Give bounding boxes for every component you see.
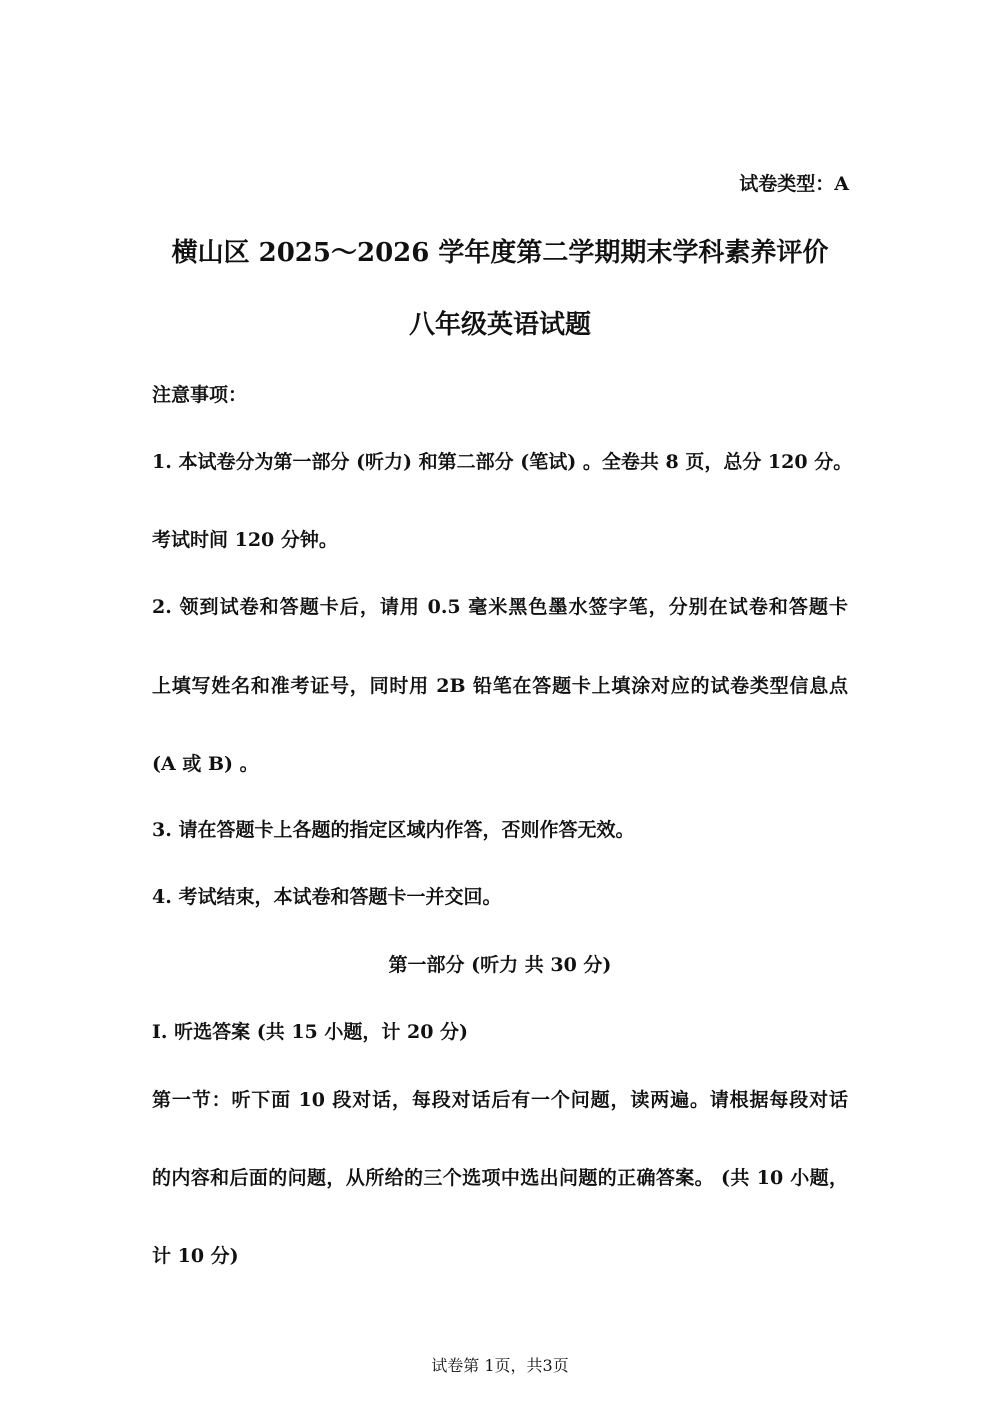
notice-item-2-line-1: 2. 领到试卷和答题卡后，请用 0.5 毫米黑色墨水签字笔，分别在试卷和答题卡	[152, 596, 848, 618]
part1-instructions-line-1: 第一节：听下面 10 段对话，每段对话后有一个问题，读两遍。请根据每段对话	[152, 1089, 848, 1111]
notice-item-1-line-1: 1. 本试卷分为第一部分 (听力) 和第二部分 (笔试) 。全卷共 8 页，总分 120 分。	[152, 451, 853, 473]
exam-title: 横山区 2025～2026 学年度第二学期期末学科素养评价	[171, 238, 829, 268]
notice-heading: 注意事项：	[152, 384, 248, 406]
notice-item-3: 3. 请在答题卡上各题的指定区域内作答，否则作答无效。	[152, 819, 635, 841]
page-footer: 试卷第 1页，共3页	[431, 1356, 569, 1375]
notice-item-2-line-3: (A 或 B) 。	[152, 753, 259, 775]
notice-item-1-line-2: 考试时间 120 分钟。	[152, 529, 338, 551]
notice-item-4: 4. 考试结束，本试卷和答题卡一并交回。	[152, 886, 502, 908]
paper-type-label: 试卷类型：A	[739, 173, 849, 195]
part1-section-heading: Ⅰ. 听选答案 (共 15 小题，计 20 分)	[152, 1021, 469, 1043]
part1-title: 第一部分 (听力 共 30 分)	[388, 954, 612, 976]
notice-item-2-line-2: 上填写姓名和准考证号，同时用 2B 铅笔在答题卡上填涂对应的试卷类型信息点	[152, 675, 848, 697]
part1-instructions-line-2: 的内容和后面的问题，从所给的三个选项中选出问题的正确答案。 (共 10 小题，	[152, 1167, 848, 1189]
part1-instructions-line-3: 计 10 分)	[152, 1245, 239, 1267]
exam-subtitle: 八年级英语试题	[408, 310, 591, 340]
